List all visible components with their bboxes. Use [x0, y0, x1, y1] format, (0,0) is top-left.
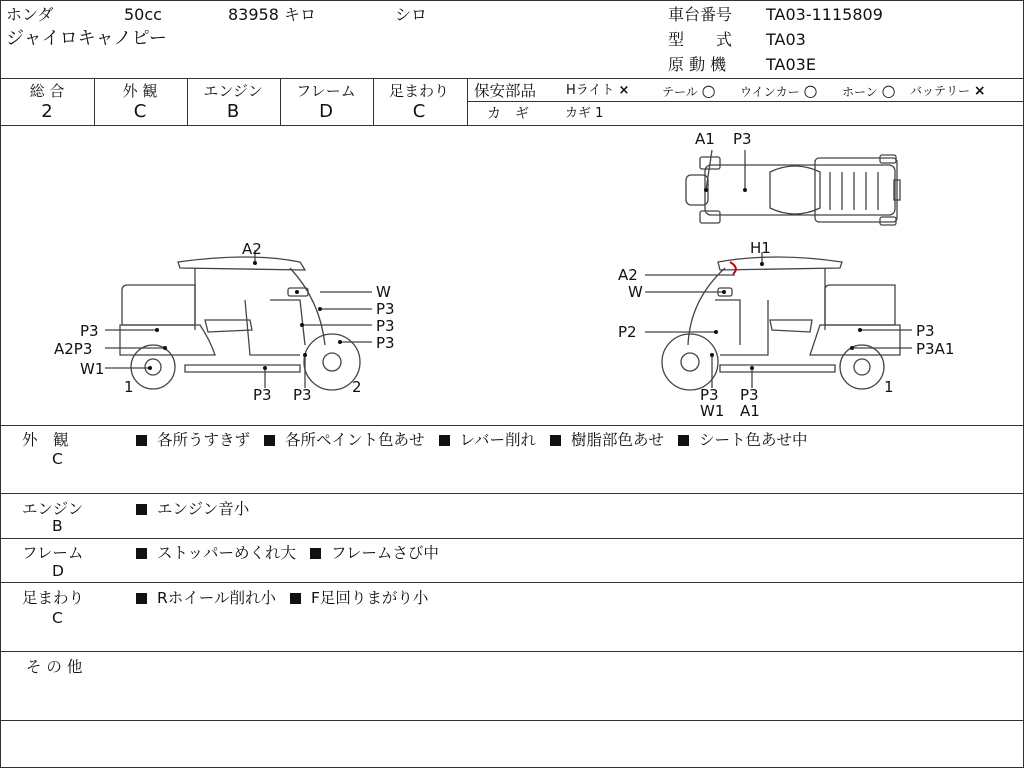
- divider: [0, 651, 1024, 652]
- mark-circle-icon: ○: [803, 81, 818, 100]
- remark-item: レバー削れ: [439, 431, 536, 449]
- bullet-square-icon: [290, 593, 301, 604]
- remark-grade-exterior: C: [52, 450, 63, 468]
- diagram-label: P3A1: [916, 340, 955, 358]
- diagram-label: P3: [80, 322, 99, 340]
- displacement: 50cc: [124, 5, 162, 24]
- remark-item: 各所うすきず: [136, 431, 250, 449]
- mark-x-icon: ×: [618, 83, 630, 98]
- diagram-label: H1: [750, 239, 771, 257]
- diagram-label: P3: [740, 386, 759, 404]
- remark-grade-engine: B: [52, 517, 63, 535]
- grade-value-total: 2: [41, 101, 53, 122]
- diagram-label: 1: [124, 378, 134, 396]
- color: シロ: [395, 5, 428, 24]
- grade-value-frame: D: [319, 101, 333, 122]
- bullet-square-icon: [264, 435, 275, 446]
- bullet-square-icon: [310, 548, 321, 559]
- mark-x-icon: ×: [973, 83, 986, 99]
- diagram-label: P3: [376, 300, 395, 318]
- divider: [0, 78, 1024, 79]
- diagram-label: P3: [733, 130, 752, 148]
- remark-grade-frame: D: [52, 562, 64, 580]
- grade-value-suspension: C: [412, 101, 426, 122]
- divider: [0, 493, 1024, 494]
- bullet-square-icon: [439, 435, 450, 446]
- diagram-label: A1: [740, 402, 760, 420]
- bullet-square-icon: [136, 548, 147, 559]
- marker-dot: [704, 188, 708, 192]
- model-code: TA03: [766, 30, 806, 49]
- diagram-label: 2: [352, 378, 362, 396]
- grade-label-suspension: 足まわり: [388, 82, 449, 100]
- diagram-label: W1: [700, 402, 725, 420]
- grade-label-frame: フレーム: [296, 82, 356, 100]
- maker: ホンダ: [6, 5, 54, 24]
- diagram-label: W: [376, 283, 391, 301]
- remark-section-engine: エンジン: [22, 500, 84, 518]
- safety-item-battery: バッテリー ×: [910, 83, 986, 99]
- diagram-label: A2: [242, 240, 262, 258]
- divider: [0, 720, 1024, 721]
- right-markers: [710, 262, 862, 370]
- left-markers: [148, 261, 342, 370]
- damage-diagram: [0, 126, 1024, 424]
- remark-grade-suspension: C: [52, 609, 63, 627]
- remark-item: 各所ペイント色あせ: [264, 431, 425, 449]
- diagram-label: P3: [376, 317, 395, 335]
- remark-item: Rホイール削れ小: [136, 589, 276, 607]
- grade-label-engine: エンジン: [203, 82, 263, 100]
- divider: [0, 538, 1024, 539]
- right-side-vehicle: [645, 252, 912, 390]
- key-label: カ ギ: [487, 106, 529, 122]
- diagram-label: P3: [916, 322, 935, 340]
- diagram-label: P2: [618, 323, 637, 341]
- safety-item-horn: ホーン ○: [842, 81, 896, 100]
- divider: [467, 78, 468, 125]
- grade-label-total: 総 合: [29, 82, 65, 100]
- engine-model: TA03E: [766, 55, 816, 74]
- remark-item: 樹脂部色あせ: [550, 431, 664, 449]
- remark-items-suspension: [136, 586, 442, 608]
- diagram-label: W: [628, 283, 643, 301]
- remark-items-frame: [136, 541, 453, 563]
- top-view-vehicle: [686, 150, 900, 225]
- remark-section-frame: フレーム: [22, 544, 84, 562]
- diagram-label: A1: [695, 130, 715, 148]
- remark-item: エンジン音小: [136, 500, 249, 518]
- remark-item: フレームさび中: [310, 544, 439, 562]
- grade-value-exterior: C: [133, 101, 147, 122]
- mileage: 83958 キロ: [228, 5, 316, 24]
- safety-item-winker: ウインカー ○: [740, 81, 818, 100]
- remark-items-exterior: [136, 428, 821, 450]
- diagram-label: A2: [618, 266, 638, 284]
- diagram-label: P3: [253, 386, 272, 404]
- mark-circle-icon: ○: [701, 81, 716, 100]
- diagram-label: A2P3: [54, 340, 93, 358]
- divider: [0, 582, 1024, 583]
- safety-item-tail: テール ○: [662, 81, 716, 100]
- model-code-label: 型 式: [668, 30, 733, 49]
- diagram-label: W1: [80, 360, 105, 378]
- diagram-label: 1: [884, 378, 894, 396]
- safety-item-headlight: Hライト ×: [566, 83, 630, 98]
- model-name: ジャイロキャノピー: [6, 28, 167, 49]
- marker-dot: [743, 188, 747, 192]
- remark-section-other: そ の 他: [26, 658, 83, 676]
- remark-section-exterior: 外 観: [22, 431, 69, 449]
- safety-label: 保安部品: [474, 82, 537, 100]
- left-side-vehicle: [105, 250, 372, 390]
- key-value: カギ 1: [565, 106, 604, 121]
- remark-items-engine: [136, 497, 263, 519]
- bullet-square-icon: [550, 435, 561, 446]
- mark-circle-icon: ○: [881, 81, 896, 100]
- bullet-square-icon: [136, 435, 147, 446]
- chassis-no: TA03-1115809: [766, 5, 883, 24]
- engine-model-label: 原 動 機: [668, 55, 727, 74]
- chassis-no-label: 車台番号: [668, 5, 733, 24]
- bullet-square-icon: [678, 435, 689, 446]
- remark-item: シート色あせ中: [678, 431, 808, 449]
- divider: [0, 425, 1024, 426]
- divider: [468, 101, 1024, 102]
- remark-item: ストッパーめくれ大: [136, 544, 296, 562]
- bullet-square-icon: [136, 593, 147, 604]
- diagram-label: P3: [700, 386, 719, 404]
- bullet-square-icon: [136, 504, 147, 515]
- diagram-label: P3: [376, 334, 395, 352]
- remark-item: F足回りまがり小: [290, 589, 428, 607]
- remark-section-suspension: 足まわり: [22, 589, 85, 607]
- diagram-label: P3: [293, 386, 312, 404]
- grade-label-exterior: 外 観: [122, 82, 158, 100]
- grade-value-engine: B: [226, 101, 240, 122]
